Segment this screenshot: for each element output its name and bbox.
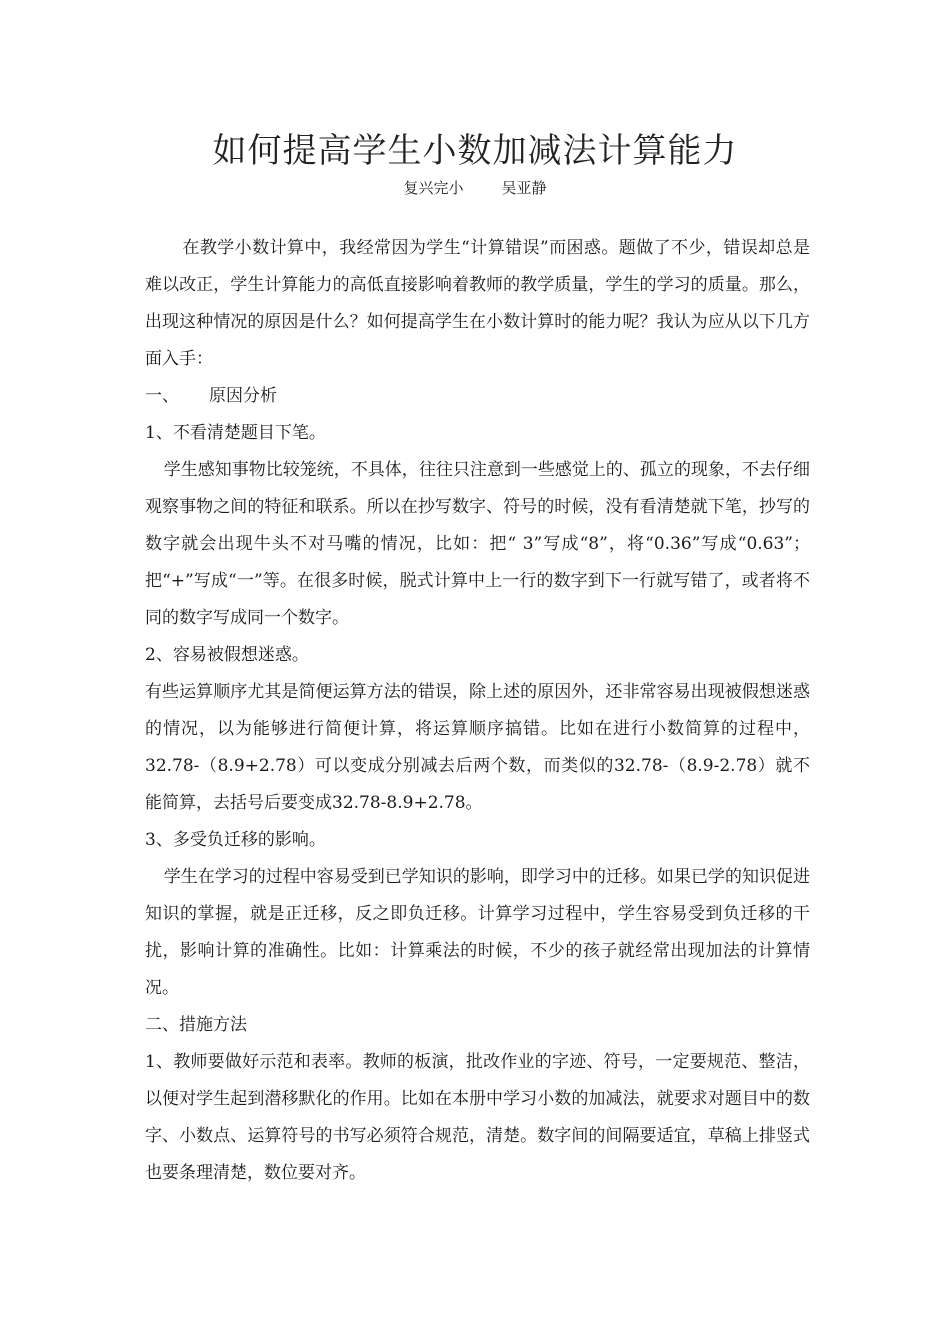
document-title: 如何提高学生小数加减法计算能力 [212, 131, 738, 171]
author-byline [0, 178, 950, 198]
paragraph-measure-1: 1、教师要做好示范和表率。教师的板演，批改作业的字迹、符号，一定要规范、整洁，以便对学生起到潜移默化的作用。比如在本册中学习小数的加减法，就要求对题目中的数字、小数点、运算符号的书写必须符合规范，清楚。数字间的间隔要适宜，草稿上排竖式也要条理清楚，数位要对齐。 [145, 1052, 810, 1183]
intro-paragraph: 在教学小数计算中，我经常因为学生“计算错误”而困惑。题做了不少，错误却总是难以改正，学生计算能力的高低直接影响着教师的教学质量，学生的学习的质量。那么，出现这种情况的原因是什么？如何提高学生在小数计算时的能力呢？我认为应从以下几方面入手： [145, 238, 810, 369]
author-school: 复兴完小 [403, 179, 464, 197]
subheading-item-3: 3、多受负迁移的影响。 [145, 830, 326, 850]
document-body [145, 230, 810, 1192]
author-name: 吴亚静 [501, 179, 547, 197]
paragraph-item-3: 学生在学习的过程中容易受到已学知识的影响，即学习中的迁移。如果已学的知识促进知识的掌握，就是正迁移，反之即负迁移。计算学习过程中，学生容易受到负迁移的干扰，影响计算的准确性。比如：计算乘法的时候，不少的孩子就经常出现加法的计算情况。 [145, 867, 810, 998]
section-number: 一、 [145, 386, 179, 406]
section-heading-cause [145, 378, 810, 415]
paragraph-item-1: 学生感知事物比较笼统，不具体，往往只注意到一些感觉上的、孤立的现象，不去仔细观察事物之间的特征和联系。所以在抄写数字、符号的时候，没有看清楚就下笔，抄写的数字就会出现牛头不对马嘴的情况，比如：把“ 3”写成“8”，将“0.36”写成“0.63”；把“+”写成“一”等。在很多时候，脱式计算中上一行的数字到下一行就写错了，或者将不同的数字写成同一个数字。 [145, 460, 810, 628]
section-title: 原因分析 [209, 386, 277, 406]
subheading-item-2: 2、容易被假想迷惑。 [145, 645, 309, 665]
paragraph-item-2: 有些运算顺序尤其是简便运算方法的错误，除上述的原因外，还非常容易出现被假想迷惑的情况，以为能够进行简便计算，将运算顺序搞错。比如在进行小数简算的过程中，32.78-（8.9+2.78）可以变成分别减去后两个数，而类似的32.78-（8.9-2.78）就不能简算，去括号后要变成32.78-8.9+2.78。 [145, 682, 810, 813]
section-heading-measures: 二、措施方法 [145, 1015, 247, 1035]
subheading-item-1: 1、不看清楚题目下笔。 [145, 423, 326, 443]
